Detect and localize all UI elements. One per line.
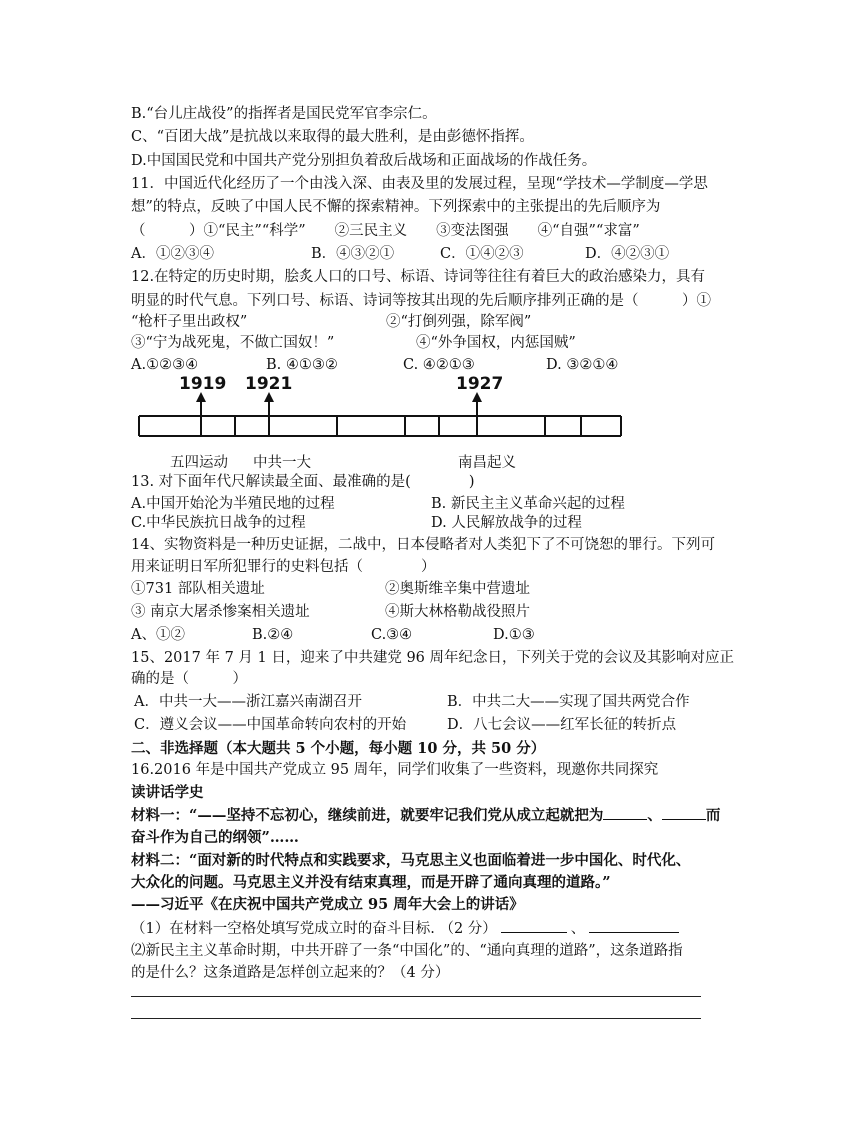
q14-item-1: ①731 部队相关遗址 — [131, 581, 265, 597]
q11-option-d: D．④②③① — [585, 246, 670, 262]
q13-option-a: A.中国开始沦为半殖民地的过程 — [131, 496, 335, 512]
timeline-label-nanchang-uprising: 南昌起义 — [458, 455, 516, 471]
q10-option-b: B.“台儿庄战役”的指挥者是国民党军官李宗仁。 — [131, 106, 437, 122]
q16-sub-question-1 — [131, 918, 679, 940]
q16-material-two-line2: 大众化的问题。马克思主义并没有结束真理，而是开辟了通向真理的道路。” — [131, 874, 611, 891]
answer-line-1[interactable] — [131, 996, 701, 997]
q13-stem: 13. 对下面年代尺解读最全面、最准确的是( ) — [131, 474, 475, 490]
q15-option-d: D．八七会议——红军长征的转折点 — [447, 717, 677, 733]
answer-blank-2[interactable] — [589, 918, 679, 933]
q16-material-two-line1: 材料二：“面对新的时代特点和实践要求，马克思主义也面临着进一步中国化、时代化、 — [131, 852, 691, 869]
answer-line-2[interactable] — [131, 1018, 701, 1019]
timeline-label-first-congress: 中共一大 — [253, 455, 311, 471]
material-one-blank-2 — [662, 805, 706, 820]
q11-stem-line2: 想”的特点，反映了中国人民不懈的探索精神。下列探索中的主张提出的先后顺序为 — [131, 199, 661, 215]
q13-option-b: B. 新民主主义革命兴起的过程 — [431, 496, 625, 512]
q16-source: ——习近平《在庆祝中国共产党成立 95 周年大会上的讲话》 — [131, 896, 524, 913]
q14-option-c: C.③④ — [371, 627, 413, 643]
material-one-suffix: 而 — [705, 807, 721, 824]
q11-option-a: A．①②③④ — [131, 246, 214, 262]
q14-item-3: ③ 南京大屠杀惨案相关遗址 — [131, 604, 310, 620]
q10-option-d: D.中国国民党和中国共产党分别担负着敌后战场和正面战场的作战任务。 — [131, 153, 597, 169]
q12-stem-line2: 明显的时代气息。下列口号、标语、诗词等按其出现的先后顺序排列正确的是（ ）① — [131, 293, 711, 309]
material-one-prefix: 材料一：“——坚持不忘初心，继续前进，就要牢记我们党从成立起就把为 — [131, 807, 604, 824]
q13-option-c: C.中华民族抗日战争的过程 — [131, 515, 306, 531]
q12-option-d: D. ③②①④ — [546, 357, 619, 373]
timeline-label-may-fourth: 五四运动 — [170, 455, 228, 471]
q14-item-2: ②奥斯维辛集中营遗址 — [385, 581, 530, 597]
q16-material-one-line1 — [131, 805, 720, 826]
q10-option-c: C、“百团大战”是抗战以来取得的最大胜利，是由彭德怀指挥。 — [131, 129, 534, 145]
q12-item-4: ④“外争国权，内惩国贼” — [416, 335, 576, 351]
q14-stem-line2: 用来证明日军所犯罪行的史料包括（ ） — [131, 559, 436, 575]
section-heading: 二、非选择题（本大题共 5 个小题，每小题 10 分，共 50 分） — [131, 740, 546, 757]
q16-subheading: 读讲话学史 — [131, 784, 204, 801]
year-1927: 1927 — [456, 374, 504, 394]
year-1921: 1921 — [245, 374, 293, 394]
q12-stem-line1: 12.在特定的历史时期，脍炙人口的口号、标语、诗词等往往有着巨大的政治感染力，具有 — [131, 269, 706, 285]
q15-stem-line1: 15、2017 年 7 月 1 日，迎来了中共建党 96 周年纪念日，下列关于党的会议及其影响对应正 — [131, 650, 735, 666]
q11-option-b: B．④③②① — [311, 246, 395, 262]
q15-option-a: A．中共一大——浙江嘉兴南湖召开 — [134, 694, 362, 710]
material-one-separator: 、 — [647, 807, 662, 824]
q16-intro: 16.2016 年是中国共产党成立 95 周年，同学们收集了一些资料，现邀你共同探究 — [131, 762, 659, 778]
q14-option-a: A、①② — [131, 627, 185, 643]
q15-option-b: B．中共二大——实现了国共两党合作 — [447, 694, 690, 710]
answer-blank-1[interactable] — [501, 918, 567, 933]
sub-question-1-separator: 、 — [570, 921, 586, 937]
year-ruler — [131, 374, 631, 453]
q16-sub-question-2-line2: 的是什么？这条道路是怎样创立起来的？（4 分） — [131, 965, 450, 981]
q11-option-c: C．①④②③ — [440, 246, 524, 262]
q13-option-d: D. 人民解放战争的过程 — [431, 515, 582, 531]
q15-stem-line2: 确的是（ ） — [131, 671, 247, 687]
q11-stem-line3: （ ）①“民主”“科学” ②三民主义 ③变法图强 ④“自强”“求富” — [131, 223, 640, 239]
q11-stem-line1: 11．中国近代化经历了一个由浅入深、由表及里的发展过程，呈现“学技术—学制度—学思 — [131, 176, 708, 192]
q16-material-one-line2: 奋斗作为自己的纲领”…… — [131, 829, 299, 846]
q12-option-a: A.①②③④ — [131, 357, 199, 373]
q12-item-3: ③“宁为战死鬼，不做亡国奴！” — [131, 335, 335, 351]
q14-option-b: B.②④ — [252, 627, 294, 643]
q14-item-4: ④斯大林格勒战役照片 — [385, 604, 530, 620]
q12-option-b: B. ④①③② — [266, 357, 338, 373]
q15-option-c: C．遵义会议——中国革命转向农村的开始 — [134, 717, 407, 733]
q12-item-2: ②“打倒列强，除军阀” — [386, 314, 532, 330]
material-one-blank-1 — [603, 805, 647, 820]
q16-sub-question-2-line1: ⑵新民主主义革命时期，中共开辟了一条“中国化”的、“通向真理的道路”，这条道路指 — [131, 943, 683, 959]
q12-item-1: “枪杆子里出政权” — [131, 314, 248, 330]
year-1919: 1919 — [179, 374, 227, 394]
q12-option-c: C. ④②①③ — [403, 357, 475, 373]
q14-option-d: D.①③ — [493, 627, 535, 643]
sub-question-1-text: （1）在材料一空格处填写党成立时的奋斗目标. （2 分） — [131, 921, 497, 937]
q14-stem-line1: 14、实物资料是一种历史证据，二战中，日本侵略者对人类犯下了不可饶恕的罪行。下列可 — [131, 537, 715, 553]
